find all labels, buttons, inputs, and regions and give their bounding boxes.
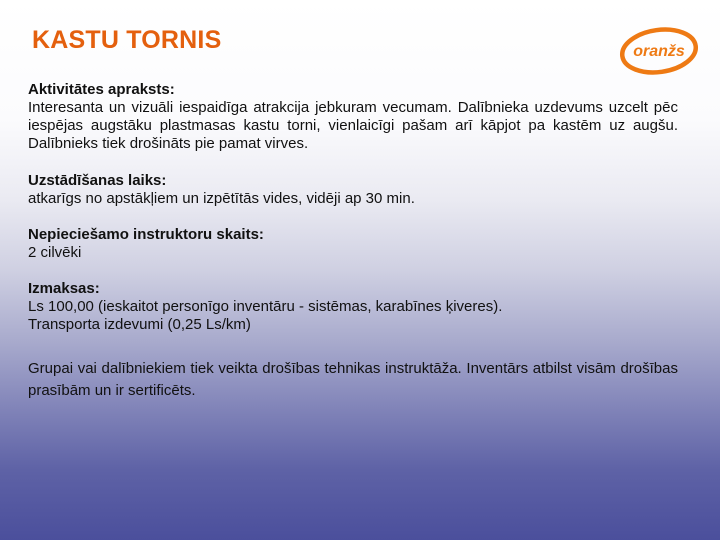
section-instructors [28, 226, 678, 262]
section-costs [28, 280, 678, 334]
cost-line: Transporta izdevumi (0,25 Ls/km) [28, 316, 251, 333]
section-heading: Izmaksas: [28, 280, 100, 297]
cost-line: Ls 100,00 (ieskaitot personīgo inventāru - sistēmas, karabīnes ķiveres). [28, 298, 503, 315]
section-heading: Aktivitātes apraksts: [28, 81, 175, 98]
section-text: atkarīgs no apstākļiem un izpētītās vides, vidēji ap 30 min. [28, 190, 415, 207]
section-setup-time [28, 172, 678, 208]
section-text: 2 cilvēki [28, 244, 82, 261]
safety-note: Grupai vai dalībniekiem tiek veikta drošības tehnikas instruktāža. Inventārs atbilst visām drošības prasībām un ir sertificēts. [28, 360, 678, 399]
slide-title: KASTU TORNIS [32, 26, 222, 54]
logo-text: oranžs [633, 43, 685, 60]
section-heading: Uzstādīšanas laiks: [28, 172, 167, 189]
section-description [28, 81, 678, 153]
section-text: Interesanta un vizuāli iespaidīga atrakcija jebkuram vecumam. Dalībnieka uzdevums uzcelt pēc iespējas augstāku plastmasas kastu torni, vienlaicīgi pašam arī kāpjot pa kastēm uz augšu. Dalībnieks tiek drošināts pie pamat virves. [28, 99, 678, 152]
slide-content [28, 81, 678, 402]
oranzs-logo [618, 24, 700, 78]
section-heading: Nepieciešamo instruktoru skaits: [28, 226, 264, 243]
